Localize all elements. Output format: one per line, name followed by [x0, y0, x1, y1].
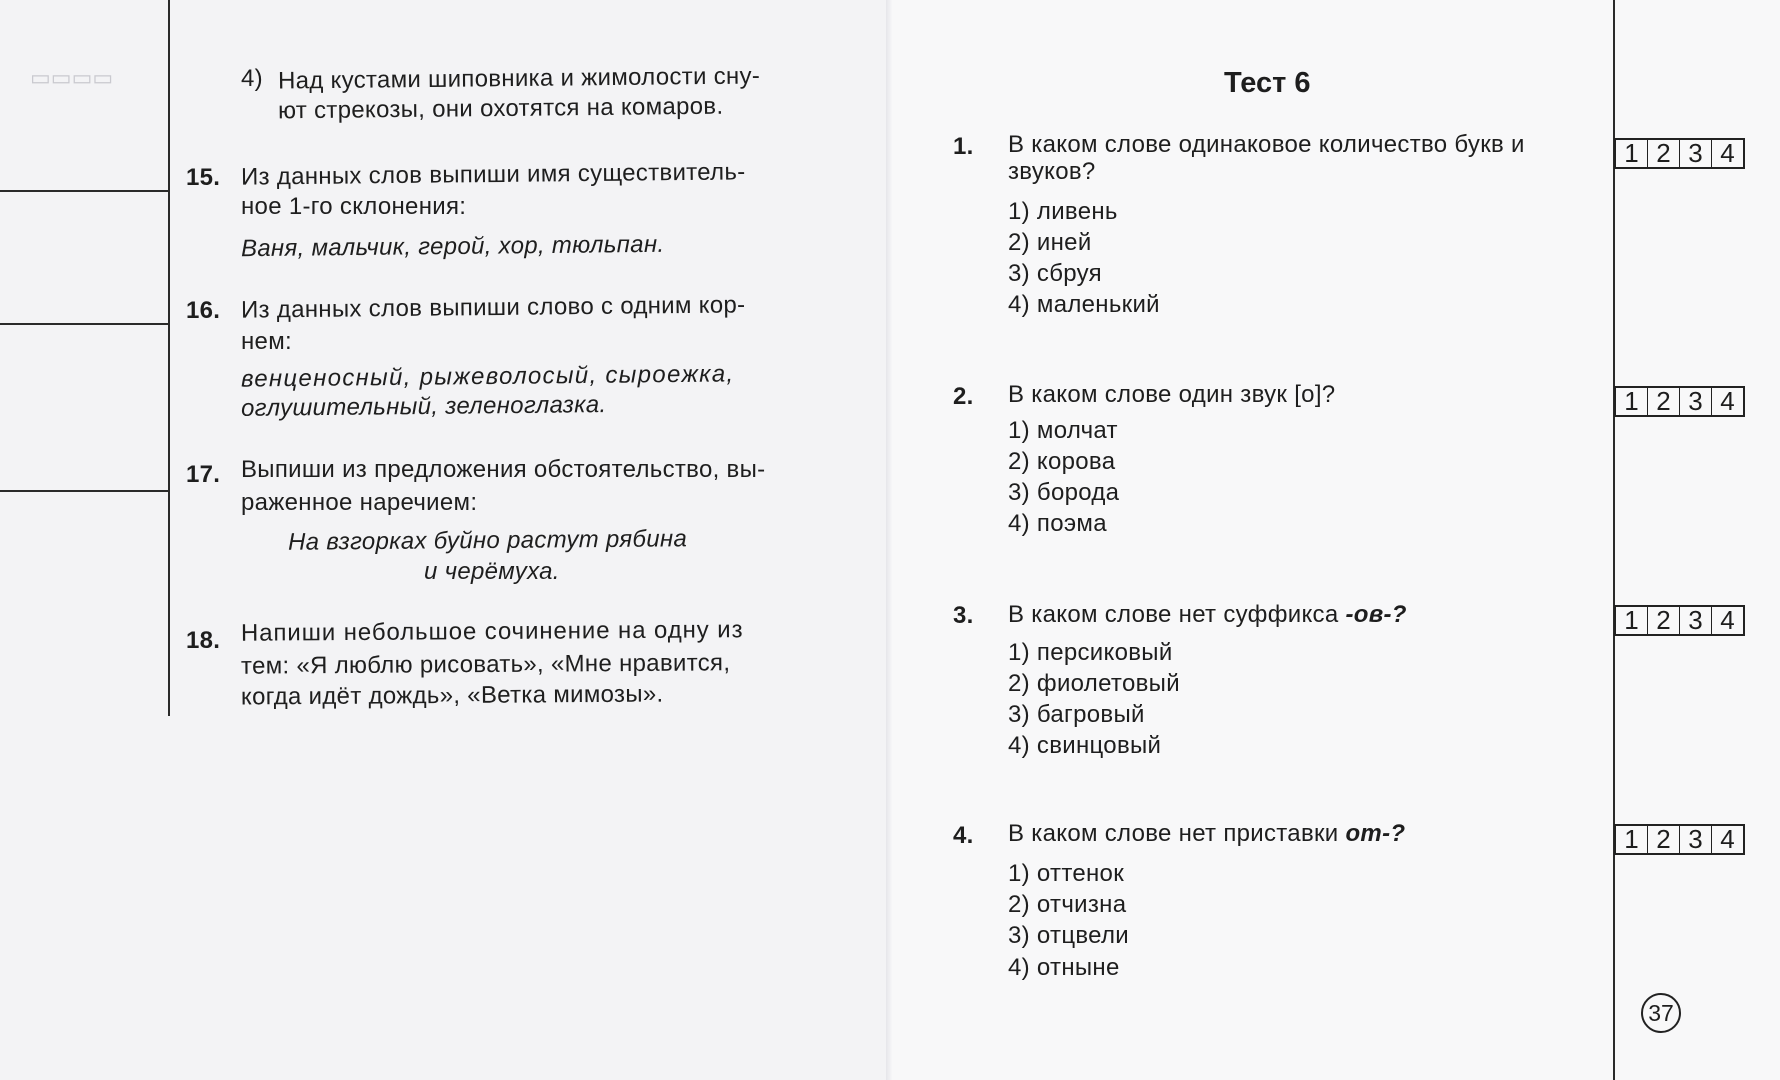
- option: 3) сбруя: [1008, 260, 1102, 287]
- task-number: 15.: [186, 164, 221, 191]
- test-title: Тест 6: [1224, 67, 1311, 99]
- option: 3) багровый: [1008, 701, 1145, 728]
- task-text: ное 1-го склонения:: [241, 193, 467, 220]
- answer-box[interactable]: 1: [1624, 605, 1639, 635]
- task-text: тем: «Я люблю рисовать», «Мне нравится,: [240, 649, 731, 680]
- answer-box[interactable]: 4: [1711, 140, 1743, 167]
- option: 2) корова: [1008, 448, 1116, 475]
- question-number: 3.: [953, 602, 974, 629]
- task-words: Ваня, мальчик, герой, хор, тюльпан.: [240, 230, 665, 263]
- answer-box[interactable]: 2: [1647, 607, 1679, 634]
- answer-boxes[interactable]: [1614, 138, 1745, 169]
- task-words: венценосный, рыжеволосый, сыроежка,: [240, 360, 735, 393]
- margin-divider: [0, 323, 168, 325]
- bleed-through: ▭▭▭▭: [30, 65, 114, 90]
- answer-box[interactable]: 3: [1679, 826, 1711, 853]
- option: 4) свинцовый: [1008, 732, 1162, 759]
- task-number: 18.: [186, 627, 221, 654]
- answer-box[interactable]: 3: [1679, 140, 1711, 167]
- task-text: когда идёт дождь», «Ветка мимозы».: [240, 680, 664, 711]
- margin-divider: [0, 190, 168, 192]
- option: 1) персиковый: [1008, 639, 1173, 666]
- task-text: раженное наречием:: [241, 489, 478, 516]
- option: 2) отчизна: [1008, 891, 1127, 918]
- question-text-main: В каком слове нет суффикса: [1008, 601, 1339, 628]
- task-text: Из данных слов выпиши слово с одним кор-: [240, 291, 746, 324]
- answer-box[interactable]: 1: [1624, 386, 1639, 416]
- option: 2) фиолетовый: [1008, 670, 1180, 697]
- task-text: Выпиши из предложения обстоятельство, вы-: [241, 456, 766, 483]
- task-text: нем:: [241, 328, 292, 355]
- option: 3) отцвели: [1008, 922, 1130, 949]
- option: 4) отныне: [1008, 954, 1120, 981]
- margin-divider: [0, 490, 168, 492]
- option: 4) поэма: [1008, 510, 1107, 537]
- option-text: ют стрекозы, они охотятся на комаров.: [277, 92, 724, 125]
- task-sentence: На взгорках буйно растут рябина: [287, 525, 688, 556]
- question-text: В каком слове одинаковое количество букв и: [1008, 131, 1525, 158]
- answer-box[interactable]: 2: [1647, 140, 1679, 167]
- answer-boxes[interactable]: [1614, 824, 1745, 855]
- option: 1) оттенок: [1008, 860, 1124, 887]
- answer-box[interactable]: 3: [1679, 388, 1711, 415]
- question-text: [1008, 819, 1405, 849]
- answer-box[interactable]: 1: [1624, 138, 1639, 168]
- option: 1) молчат: [1008, 417, 1118, 444]
- option: 2) иней: [1008, 229, 1092, 256]
- answer-box[interactable]: 1: [1624, 824, 1639, 854]
- task-text: Напиши небольшое сочинение на одну из: [240, 616, 744, 647]
- answer-box[interactable]: 2: [1647, 388, 1679, 415]
- task-number: 16.: [186, 297, 221, 324]
- question-text-main: В каком слове нет приставки: [1008, 820, 1339, 847]
- answer-box[interactable]: 3: [1679, 607, 1711, 634]
- question-emphasis: от-?: [1345, 820, 1406, 847]
- task-number: 17.: [186, 461, 221, 488]
- question-emphasis: -ов-?: [1345, 601, 1407, 628]
- answer-boxes[interactable]: [1614, 605, 1745, 636]
- question-text: В каком слове один звук [о]?: [1008, 381, 1336, 408]
- option: 4) маленький: [1008, 291, 1160, 318]
- option: 3) борода: [1008, 479, 1120, 506]
- book-fold: [886, 0, 892, 1080]
- option: 1) ливень: [1008, 198, 1118, 225]
- page-number: 37: [1641, 993, 1681, 1033]
- answer-box[interactable]: 4: [1711, 388, 1743, 415]
- question-text: звуков?: [1008, 158, 1096, 185]
- answer-box[interactable]: 2: [1647, 826, 1679, 853]
- question-number: 4.: [953, 822, 974, 849]
- option-text: Над кустами шиповника и жимолости сну-: [277, 62, 761, 95]
- question-number: 1.: [953, 133, 974, 160]
- left-margin-line: [168, 0, 170, 716]
- question-text: [1008, 600, 1407, 630]
- task-words: оглушительный, зеленоглазка.: [240, 391, 607, 422]
- option-number: 4): [241, 65, 263, 92]
- task-sentence: и черёмуха.: [424, 558, 560, 585]
- answer-boxes[interactable]: [1614, 386, 1745, 417]
- answer-box[interactable]: 4: [1711, 826, 1743, 853]
- question-number: 2.: [953, 383, 974, 410]
- task-text: Из данных слов выпиши имя существитель-: [240, 158, 746, 191]
- answer-box[interactable]: 4: [1711, 607, 1743, 634]
